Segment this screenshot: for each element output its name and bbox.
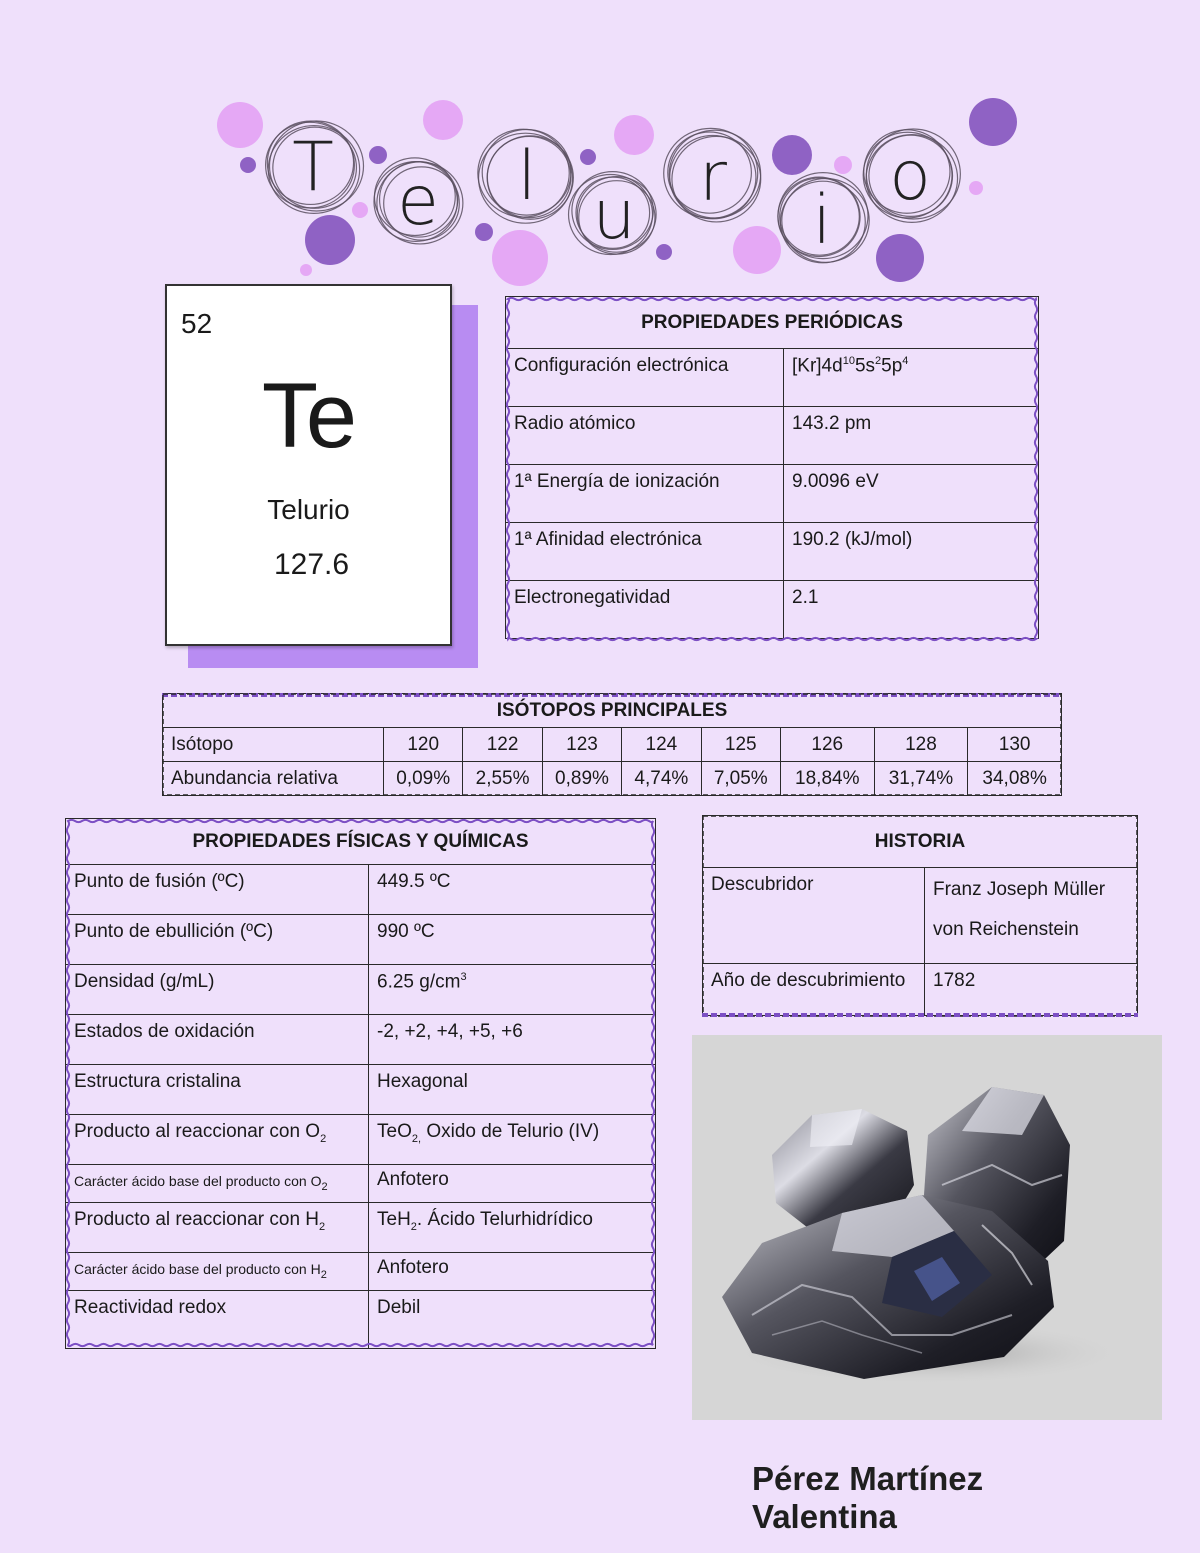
element-symbol: Te bbox=[261, 365, 356, 467]
oxidation-value: -2, +2, +4, +5, +6 bbox=[369, 1015, 656, 1065]
isotopes-header: ISÓTOPOS PRINCIPALES bbox=[163, 694, 1062, 728]
physical-properties-table bbox=[65, 818, 656, 1348]
o2-product-label: Producto al reaccionar con $O_2$ bbox=[66, 1115, 369, 1165]
decorative-bubble bbox=[492, 230, 548, 286]
tellurium-photo bbox=[692, 1035, 1162, 1420]
table-row bbox=[506, 523, 1039, 581]
o2-character-value: Anfotero bbox=[369, 1165, 656, 1203]
o2-character-label: Carácter ácido base del producto con $O_2$ bbox=[66, 1165, 369, 1203]
title-letter: o bbox=[889, 137, 931, 216]
isotope-abundance: 0,89% bbox=[542, 762, 621, 796]
structure-label: Estructura cristalina bbox=[66, 1065, 369, 1115]
title-letter: e bbox=[397, 162, 439, 241]
decorative-bubble bbox=[217, 102, 263, 148]
decorative-bubble bbox=[834, 156, 852, 174]
periodic-header: PROPIEDADES PERIÓDICAS bbox=[506, 297, 1039, 349]
decorative-bubble bbox=[772, 135, 812, 175]
decorative-bubble bbox=[475, 223, 493, 241]
density-value: 6.25 $g/cm^3$ bbox=[369, 965, 656, 1015]
periodic-properties-table bbox=[505, 296, 1039, 642]
decorative-bubble bbox=[300, 264, 312, 276]
oxidation-label: Estados de oxidación bbox=[66, 1015, 369, 1065]
author-name: Pérez Martínez Valentina bbox=[752, 1460, 984, 1535]
year-value: 1782 bbox=[925, 964, 1138, 1016]
decorative-bubble bbox=[369, 146, 387, 164]
discoverer-label: Descubridor bbox=[703, 868, 925, 964]
table-row bbox=[506, 465, 1039, 523]
title-letter: l bbox=[517, 137, 537, 216]
isotope-mass: 123 bbox=[542, 728, 621, 762]
title-letter: r bbox=[699, 138, 727, 217]
config-label: Configuración electrónica bbox=[506, 349, 784, 407]
isotope-abundance: 18,84% bbox=[780, 762, 874, 796]
title-letter: u bbox=[592, 176, 636, 255]
physical-header: PROPIEDADES FÍSICAS Y QUÍMICAS bbox=[66, 819, 656, 865]
decorative-bubble bbox=[423, 100, 463, 140]
table-row bbox=[66, 865, 656, 915]
isotope-abundance: 0,09% bbox=[384, 762, 463, 796]
year-label: Año de descubrimiento bbox=[703, 964, 925, 1016]
abundance-label: Abundancia relativa bbox=[163, 762, 384, 796]
title-letter: i bbox=[812, 181, 832, 260]
isotope-mass: 120 bbox=[384, 728, 463, 762]
decorative-bubble bbox=[240, 157, 256, 173]
decorative-bubble bbox=[580, 149, 596, 165]
radius-label: Radio atómico bbox=[506, 407, 784, 465]
decorative-bubble bbox=[656, 244, 672, 260]
h2-character-label: Carácter ácido base del producto con $H_2$ bbox=[66, 1253, 369, 1291]
table-row bbox=[163, 762, 1062, 796]
boiling-value: 990 ºC bbox=[369, 915, 656, 965]
table-row bbox=[66, 1015, 656, 1065]
table-row bbox=[506, 581, 1039, 639]
density-label: Densidad (g/mL) bbox=[66, 965, 369, 1015]
table-row bbox=[703, 868, 1138, 964]
affinity-label: 1ª Afinidad electrónica bbox=[506, 523, 784, 581]
isotope-mass: 122 bbox=[463, 728, 542, 762]
decorative-bubble bbox=[614, 115, 654, 155]
table-row bbox=[163, 728, 1062, 762]
isotope-label: Isótopo bbox=[163, 728, 384, 762]
isotope-mass: 130 bbox=[968, 728, 1062, 762]
isotope-abundance: 31,74% bbox=[874, 762, 968, 796]
isotope-abundance: 34,08% bbox=[968, 762, 1062, 796]
table-row bbox=[66, 1203, 656, 1253]
config-value: $[Kr]4d^{10}5s^25p^4$ bbox=[784, 349, 1039, 407]
h2-product-label: Producto al reaccionar con $H_2$ bbox=[66, 1203, 369, 1253]
decorative-bubble bbox=[969, 98, 1017, 146]
table-row bbox=[66, 1115, 656, 1165]
table-row bbox=[66, 1165, 656, 1203]
title-letter: T bbox=[292, 128, 334, 207]
page-title bbox=[292, 128, 931, 260]
table-row bbox=[66, 915, 656, 965]
o2-product-value: TeO$_{2,}$ Oxido de Telurio (IV) bbox=[369, 1115, 656, 1165]
structure-value: Hexagonal bbox=[369, 1065, 656, 1115]
isotope-mass: 128 bbox=[874, 728, 968, 762]
ionization-label: 1ª Energía de ionización bbox=[506, 465, 784, 523]
decorative-bubble bbox=[733, 226, 781, 274]
isotope-abundance: 7,05% bbox=[701, 762, 780, 796]
isotope-mass: 124 bbox=[622, 728, 701, 762]
table-row bbox=[506, 407, 1039, 465]
history-table bbox=[702, 815, 1138, 1017]
melting-label: Punto de fusión (ºC) bbox=[66, 865, 369, 915]
redox-value: Debil bbox=[369, 1291, 656, 1349]
h2-character-value: Anfotero bbox=[369, 1253, 656, 1291]
atomic-number: 52 bbox=[181, 308, 213, 339]
table-row bbox=[66, 1065, 656, 1115]
boiling-label: Punto de ebullición (ºC) bbox=[66, 915, 369, 965]
h2-product-value: TeH$_2$. Ácido Telurhidrídico bbox=[369, 1203, 656, 1253]
atomic-mass: 127.6 bbox=[273, 548, 350, 581]
radius-value: 143.2 pm bbox=[784, 407, 1039, 465]
affinity-value: 190.2 (kJ/mol) bbox=[784, 523, 1039, 581]
electronegativity-label: Electronegatividad bbox=[506, 581, 784, 639]
isotope-abundance: 2,55% bbox=[463, 762, 542, 796]
table-row bbox=[66, 1291, 656, 1349]
decorative-bubble bbox=[352, 202, 368, 218]
ionization-value: 9.0096 eV bbox=[784, 465, 1039, 523]
decorative-bubble bbox=[305, 215, 355, 265]
isotopes-table bbox=[162, 693, 1062, 796]
table-row bbox=[66, 965, 656, 1015]
decorative-bubble bbox=[876, 234, 924, 282]
isotope-mass: 126 bbox=[780, 728, 874, 762]
decorative-bubble bbox=[969, 181, 983, 195]
isotope-mass: 125 bbox=[701, 728, 780, 762]
melting-value: 449.5 ºC bbox=[369, 865, 656, 915]
title-banner bbox=[0, 0, 1200, 290]
electronegativity-value: 2.1 bbox=[784, 581, 1039, 639]
table-row bbox=[506, 349, 1039, 407]
discoverer-value: Franz Joseph Müller von Reichenstein bbox=[925, 868, 1138, 964]
table-row bbox=[66, 1253, 656, 1291]
history-header: HISTORIA bbox=[703, 816, 1138, 868]
element-card bbox=[165, 284, 452, 646]
isotope-abundance: 4,74% bbox=[622, 762, 701, 796]
element-name: Telurio bbox=[267, 494, 350, 525]
table-row bbox=[703, 964, 1138, 1016]
tellurium-rock-icon bbox=[692, 1035, 1162, 1420]
redox-label: Reactividad redox bbox=[66, 1291, 369, 1349]
